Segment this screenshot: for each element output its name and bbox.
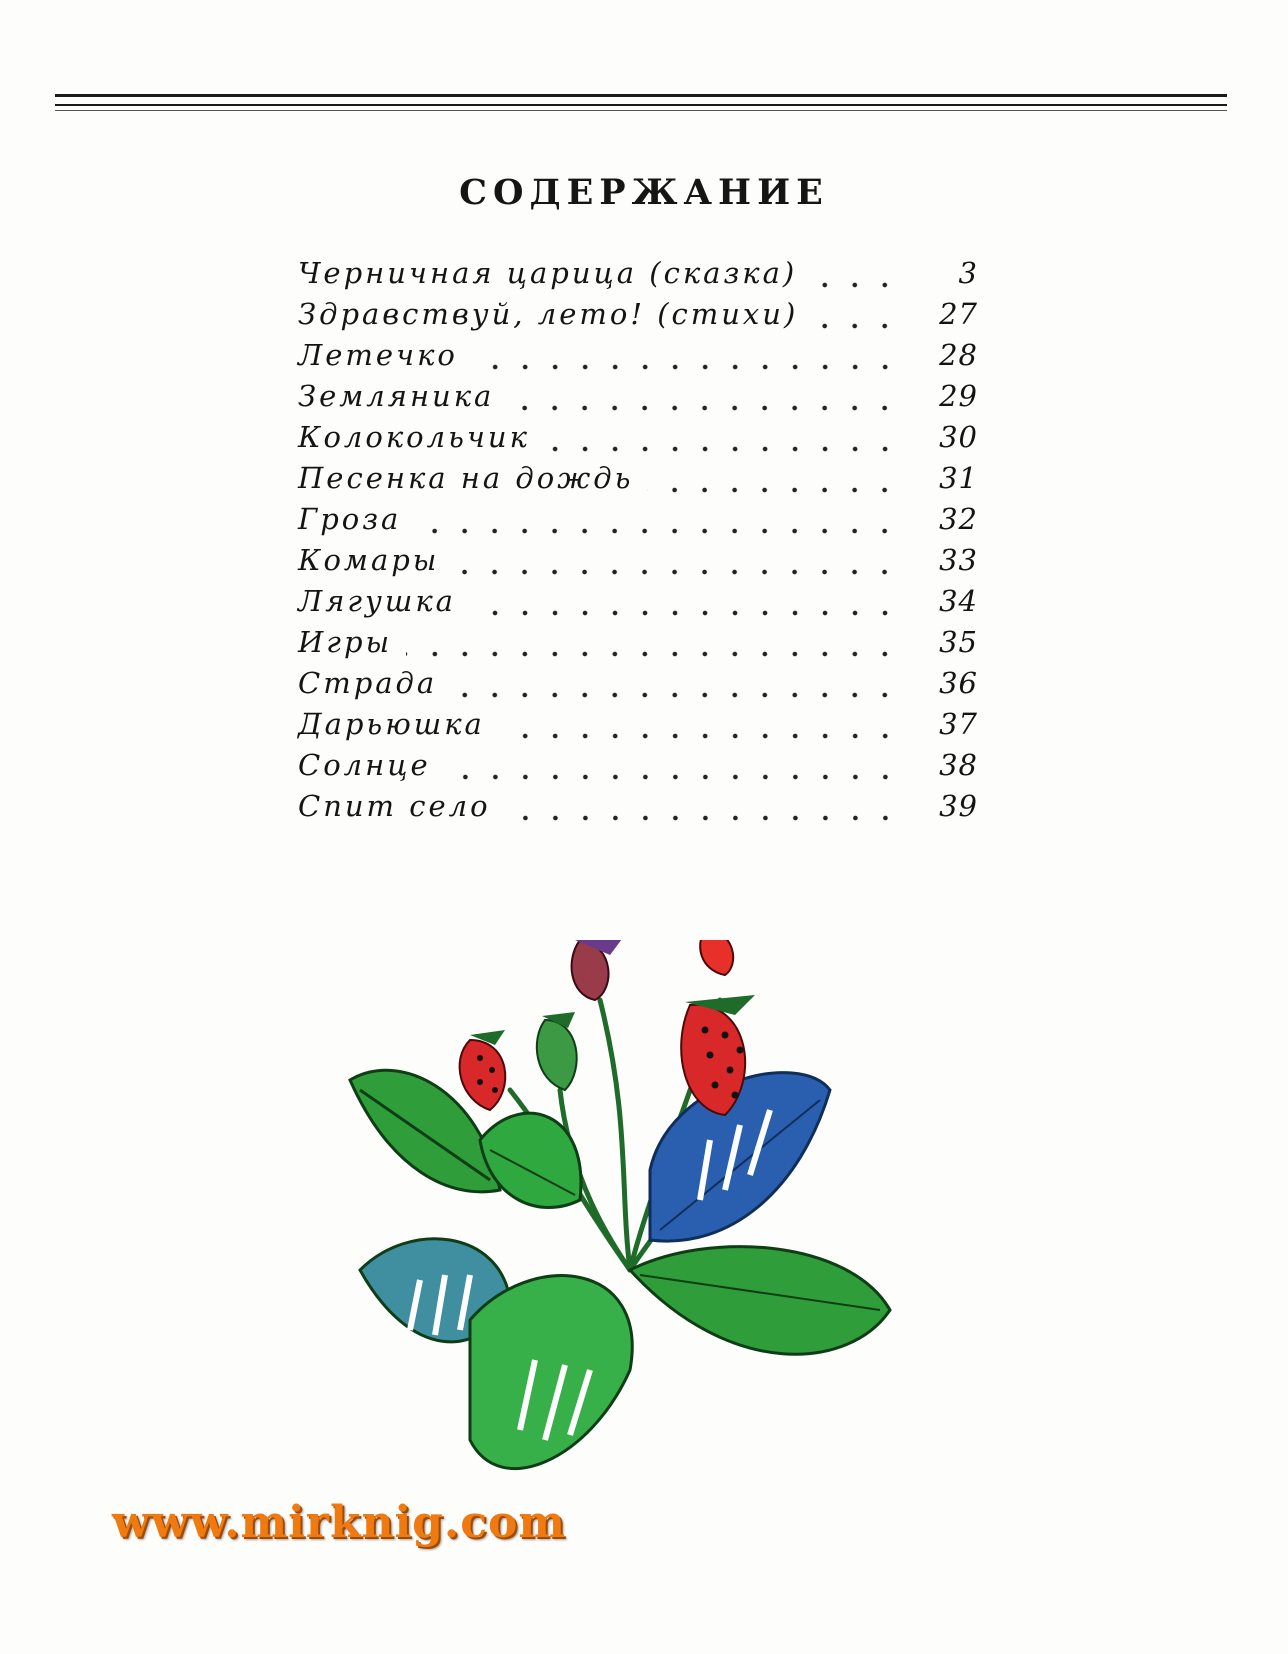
- dot-leader: [505, 814, 900, 822]
- strawberry-plant-illustration: [330, 940, 970, 1560]
- toc-entry-title: Лягушка: [298, 584, 456, 618]
- dot-leader: [415, 527, 900, 535]
- dot-leader: [445, 773, 900, 781]
- toc-entry-page: 28: [939, 338, 978, 372]
- toc-entry-page: 37: [939, 707, 978, 741]
- toc-entry: [298, 584, 978, 625]
- toc-entry-page: 33: [939, 543, 978, 577]
- toc-entry-title: Игры: [298, 625, 393, 659]
- toc-entry: [298, 707, 978, 748]
- toc-entry-title: Гроза: [298, 502, 402, 536]
- toc-entry-title: Дарьюшка: [298, 707, 485, 741]
- toc-entry: [298, 666, 978, 707]
- toc-entry-page: 39: [939, 789, 978, 823]
- header-rule-middle: [55, 104, 1227, 106]
- toc-entry-page: 38: [939, 748, 978, 782]
- toc-entry: [298, 502, 978, 543]
- toc-entry: [298, 461, 978, 502]
- toc-entry: [298, 338, 978, 379]
- strawberry-top-right: [700, 940, 733, 975]
- dot-leader: [811, 281, 900, 289]
- toc-entry-page: 27: [939, 297, 978, 331]
- dot-leader: [499, 732, 900, 740]
- toc-entry-title: Солнце: [298, 748, 431, 782]
- dot-leader: [508, 404, 900, 412]
- toc-entry-title: Спит село: [298, 789, 491, 823]
- toc-entry-page: 29: [939, 379, 978, 413]
- leaf-bottom-right: [630, 1247, 890, 1355]
- dot-leader: [451, 691, 900, 699]
- header-rule-bottom: [55, 110, 1227, 111]
- page-title: СОДЕРЖАНИЕ: [459, 172, 829, 213]
- toc-entry-page: 31: [939, 461, 978, 495]
- dot-leader: [406, 650, 900, 658]
- toc-entry-title: Песенка на дождь: [298, 461, 634, 495]
- dot-leader: [453, 568, 900, 576]
- header-rule-top: [55, 94, 1227, 97]
- dot-leader: [472, 363, 900, 371]
- toc-entry: [298, 379, 978, 420]
- dot-leader: [544, 445, 900, 453]
- strawberry-green: [537, 1012, 577, 1090]
- toc-entry: [298, 420, 978, 461]
- toc-entry-title: Здравствуй, лето! (стихи): [298, 297, 799, 331]
- toc-entry: [298, 297, 978, 338]
- dot-leader: [647, 486, 900, 494]
- dot-leader: [470, 609, 900, 617]
- leaf-blue-right: [650, 1073, 830, 1241]
- toc-entry-title: Летечко: [298, 338, 458, 372]
- dot-leader: [812, 322, 900, 330]
- toc-entry-title: Колокольчик: [298, 420, 530, 454]
- toc-entry-page: 3: [958, 256, 978, 290]
- toc-entry: [298, 748, 978, 789]
- toc-entry: [298, 256, 978, 297]
- table-of-contents: [298, 256, 978, 830]
- strawberry-left: [460, 1030, 506, 1110]
- toc-entry-page: 32: [939, 502, 978, 536]
- watermark: www.mirknig.com: [112, 1497, 566, 1548]
- strawberry-dark: [572, 940, 625, 1000]
- toc-entry-title: Земляника: [298, 379, 495, 413]
- toc-entry-page: 30: [939, 420, 978, 454]
- toc-entry-page: 34: [939, 584, 978, 618]
- toc-entry-title: Черничная царица (сказка): [298, 256, 798, 290]
- leaf-bottom-center: [470, 1276, 632, 1469]
- toc-entry: [298, 625, 978, 666]
- toc-entry-page: 35: [939, 625, 978, 659]
- toc-entry-title: Комары: [298, 543, 440, 577]
- toc-entry-title: Страда: [298, 666, 438, 700]
- toc-entry: [298, 789, 978, 830]
- toc-entry-page: 36: [939, 666, 978, 700]
- toc-entry: [298, 543, 978, 584]
